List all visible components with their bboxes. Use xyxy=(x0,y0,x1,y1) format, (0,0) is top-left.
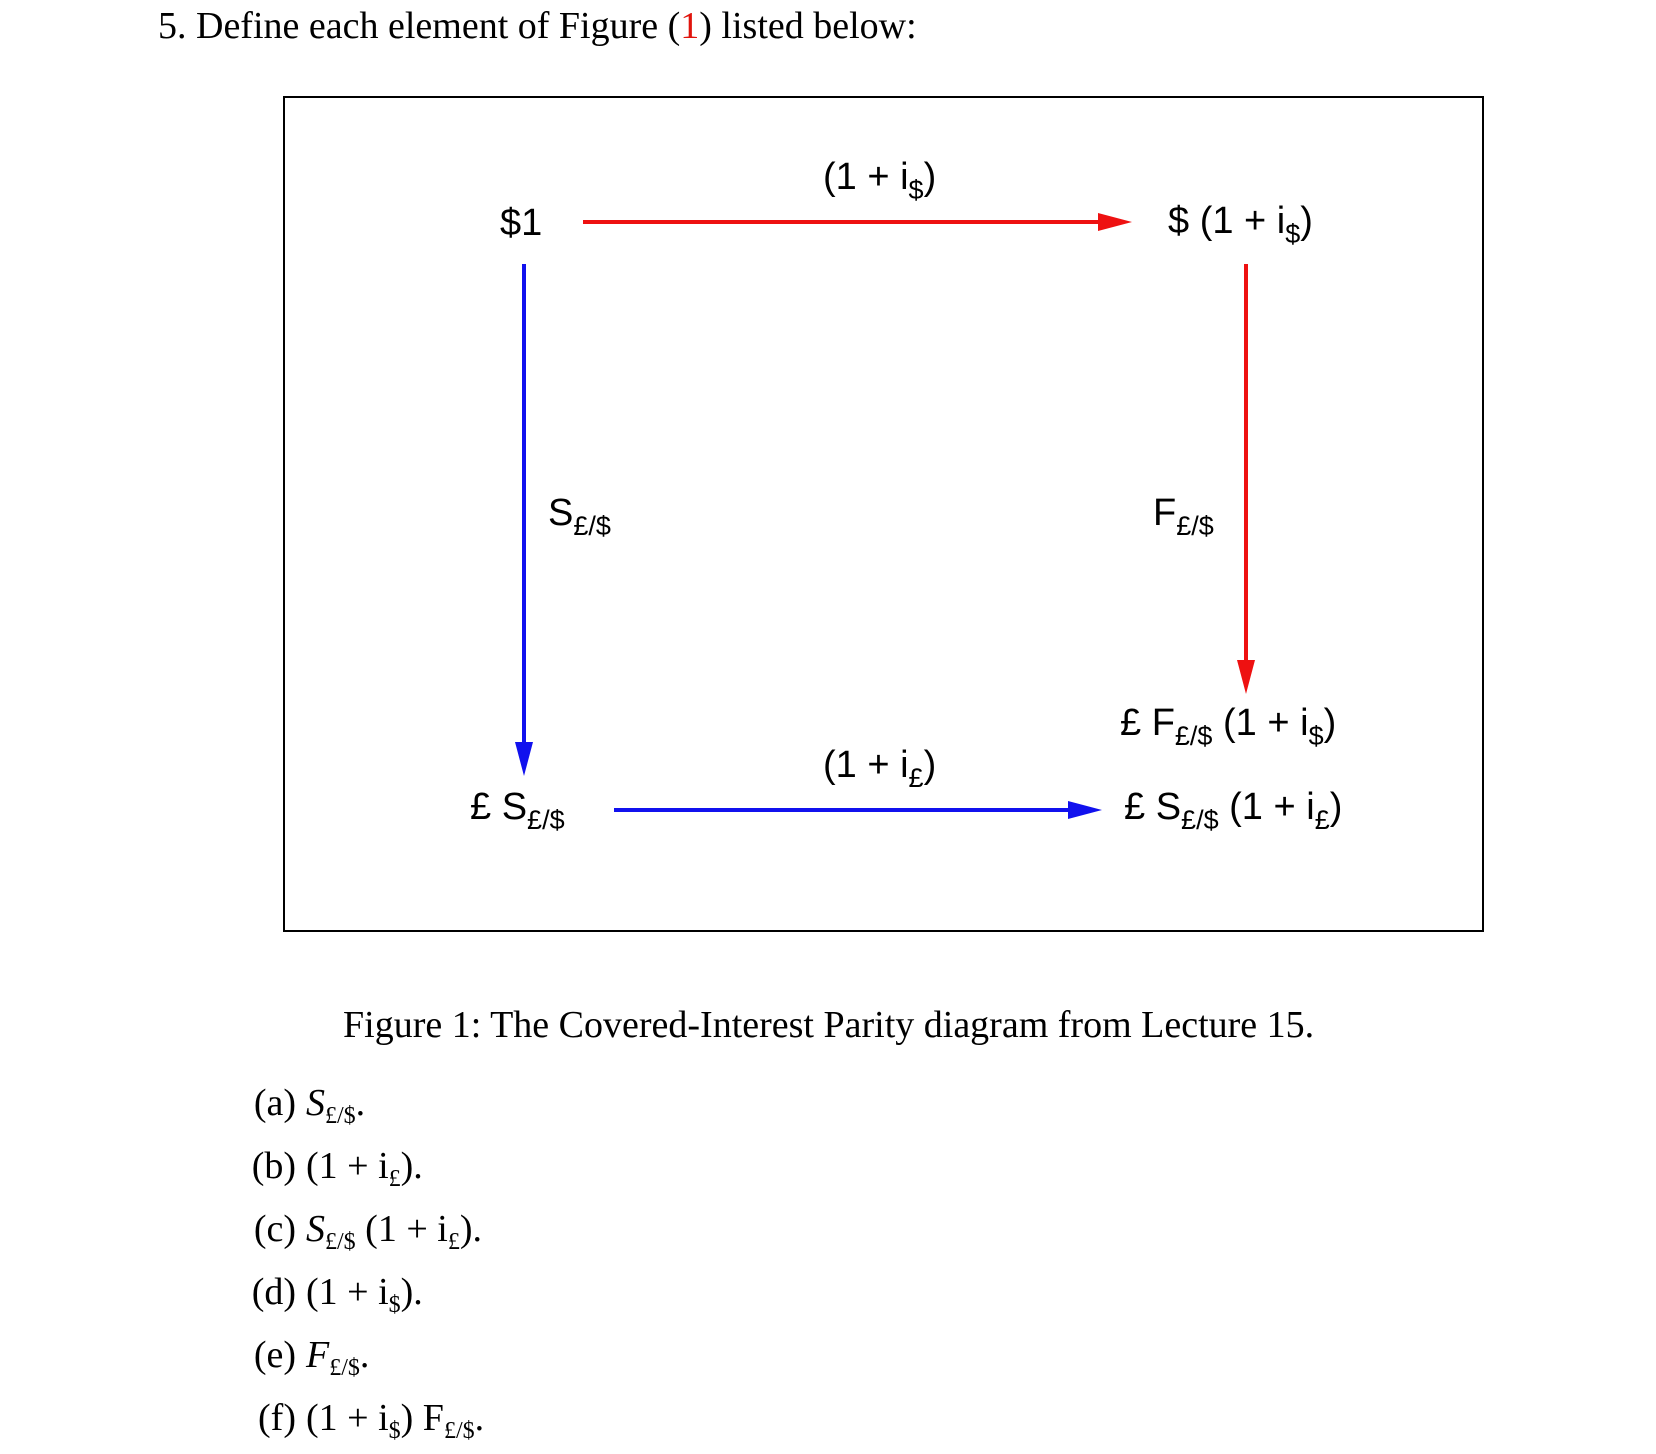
label-right-arrow-main: F xyxy=(1153,492,1177,534)
list-item-expr xyxy=(306,1208,482,1255)
expr-part: S xyxy=(306,1082,325,1124)
node-pound-invested-sub2: £ xyxy=(1314,805,1330,835)
left-arrow-head xyxy=(515,742,533,776)
list-item-a xyxy=(222,1078,365,1128)
node-pound-spot-sub: £/$ xyxy=(527,805,565,835)
node-pound-forward-sub1: £/$ xyxy=(1174,721,1213,751)
list-item-b xyxy=(222,1141,423,1191)
node-pound-forward-c: ) xyxy=(1323,702,1337,744)
node-pound-forward-a: £ F xyxy=(1120,702,1175,744)
label-right-arrow xyxy=(1153,492,1214,541)
node-pound-invested xyxy=(1124,786,1343,835)
list-item-expr xyxy=(306,1082,366,1129)
label-bottom-arrow xyxy=(823,744,937,793)
expr-sub: £ xyxy=(388,1166,401,1192)
list-item-expr xyxy=(306,1145,423,1192)
label-top-arrow-a: (1 + i xyxy=(823,156,909,198)
node-pound-forward xyxy=(1120,702,1337,751)
list-item-label: (a) xyxy=(253,1082,296,1124)
node-pound-invested-c: ) xyxy=(1329,786,1343,828)
expr-part: . xyxy=(359,1334,370,1376)
list-item-expr xyxy=(306,1334,370,1381)
expr-sub: £/$ xyxy=(443,1418,475,1444)
right-arrow-head xyxy=(1237,660,1255,694)
list-item-e xyxy=(222,1330,369,1380)
node-one-dollar-text: $1 xyxy=(500,202,543,244)
expr-part: ). xyxy=(459,1208,482,1250)
node-pound-invested-a: £ S xyxy=(1124,786,1182,828)
expr-part: F xyxy=(306,1334,330,1376)
label-right-arrow-sub: £/$ xyxy=(1176,511,1214,541)
expr-sub: $ xyxy=(388,1418,401,1444)
node-pound-invested-sub1: £/$ xyxy=(1181,805,1219,835)
node-dollar-grown-b: ) xyxy=(1300,200,1313,242)
node-pound-forward-sub2: $ xyxy=(1308,721,1324,751)
expr-sub: £ xyxy=(447,1229,460,1255)
expr-part: (1 + i xyxy=(306,1271,389,1313)
expr-part: . xyxy=(355,1082,366,1124)
expr-part: ) F xyxy=(400,1397,444,1439)
list-item-label: (d) xyxy=(251,1271,296,1313)
node-one-dollar xyxy=(500,204,542,242)
expr-part: (1 + i xyxy=(306,1145,389,1187)
node-dollar-grown-a: $ (1 + i xyxy=(1168,200,1286,242)
figure-reference-link[interactable]: 1 xyxy=(680,5,700,47)
list-item-f xyxy=(222,1393,484,1443)
label-bottom-arrow-sub: £ xyxy=(908,763,924,793)
label-left-arrow xyxy=(548,492,611,541)
node-pound-invested-b: (1 + i xyxy=(1218,786,1315,828)
node-pound-forward-b: (1 + i xyxy=(1212,702,1309,744)
node-dollar-grown xyxy=(1168,200,1313,249)
question-suffix: ) listed below: xyxy=(699,5,917,47)
expr-part: (1 + i xyxy=(306,1397,389,1439)
expr-part: ). xyxy=(400,1145,423,1187)
label-top-arrow xyxy=(823,156,937,205)
list-item-label: (e) xyxy=(253,1334,296,1376)
list-item-label: (c) xyxy=(253,1208,296,1250)
label-bottom-arrow-a: (1 + i xyxy=(823,744,909,786)
label-left-arrow-sub: £/$ xyxy=(573,511,611,541)
list-item-label: (f) xyxy=(258,1397,296,1439)
figure-caption: Figure 1: The Covered-Interest Parity diagram from Lecture 15. xyxy=(343,1004,1315,1046)
expr-part: (1 + i xyxy=(355,1208,448,1250)
label-top-arrow-sub: $ xyxy=(908,175,924,205)
label-left-arrow-main: S xyxy=(548,492,574,534)
node-dollar-grown-sub: $ xyxy=(1285,219,1301,249)
expr-sub: £/$ xyxy=(329,1355,360,1381)
expr-part: ). xyxy=(400,1271,423,1313)
node-pound-spot xyxy=(470,786,565,835)
list-item-c xyxy=(222,1204,482,1254)
bottom-arrow-head xyxy=(1068,801,1102,819)
list-item-label: (b) xyxy=(251,1145,296,1187)
node-pound-spot-main: £ S xyxy=(470,786,528,828)
top-arrow-head xyxy=(1098,213,1132,231)
expr-part: . xyxy=(474,1397,485,1439)
list-item-d xyxy=(222,1267,423,1317)
expr-sub: £/$ xyxy=(325,1103,356,1129)
expr-sub: $ xyxy=(388,1292,401,1318)
expr-sub: £/$ xyxy=(325,1229,356,1255)
list-item-expr xyxy=(306,1271,423,1318)
list-item-expr xyxy=(306,1397,485,1444)
expr-part: S xyxy=(306,1208,325,1250)
question-prefix: 5. Define each element of Figure ( xyxy=(158,5,681,47)
label-top-arrow-b: ) xyxy=(923,156,937,198)
label-bottom-arrow-b: ) xyxy=(923,744,937,786)
